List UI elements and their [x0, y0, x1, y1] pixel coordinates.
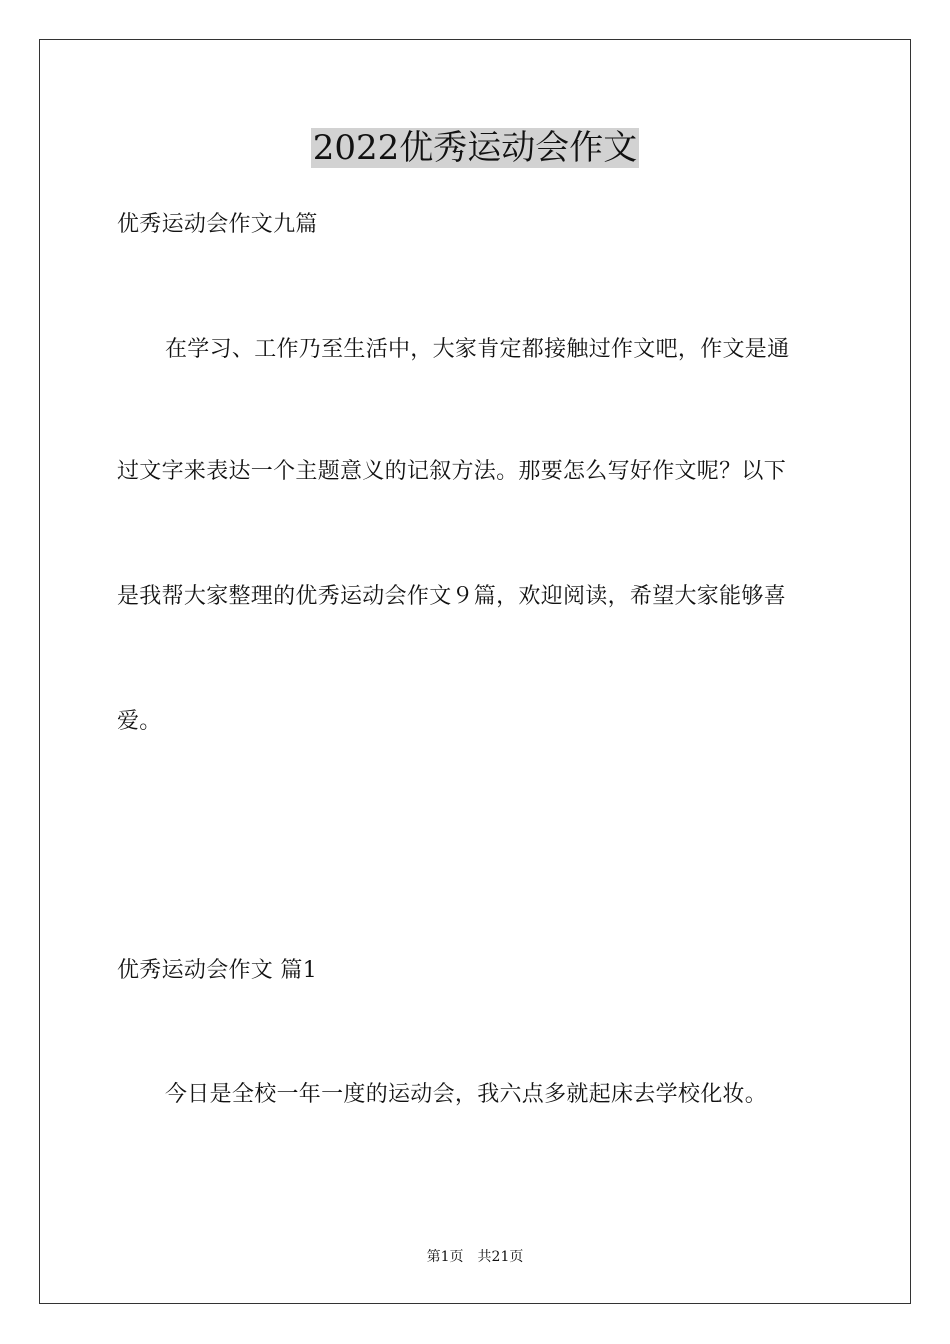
paragraph-line: 过文字来表达一个主题意义的记叙方法。那要怎么写好作文呢？以下: [117, 459, 787, 484]
section-heading: 优秀运动会作文 篇1: [117, 958, 317, 983]
paragraph-line: 爱。: [117, 709, 162, 734]
document-subtitle: 优秀运动会作文九篇: [117, 212, 318, 237]
paragraph-line: 在学习、工作乃至生活中，大家肯定都接触过作文吧，作文是通: [165, 337, 790, 362]
document-title: [0, 126, 950, 170]
page-number-footer: 第1页 共21页: [426, 1249, 524, 1265]
paragraph-line: 今日是全校一年一度的运动会，我六点多就起床去学校化妆。: [165, 1082, 768, 1107]
paragraph-line: 是我帮大家整理的优秀运动会作文９篇，欢迎阅读，希望大家能够喜: [117, 584, 787, 609]
document-title-text: 2022优秀运动会作文: [312, 128, 638, 168]
